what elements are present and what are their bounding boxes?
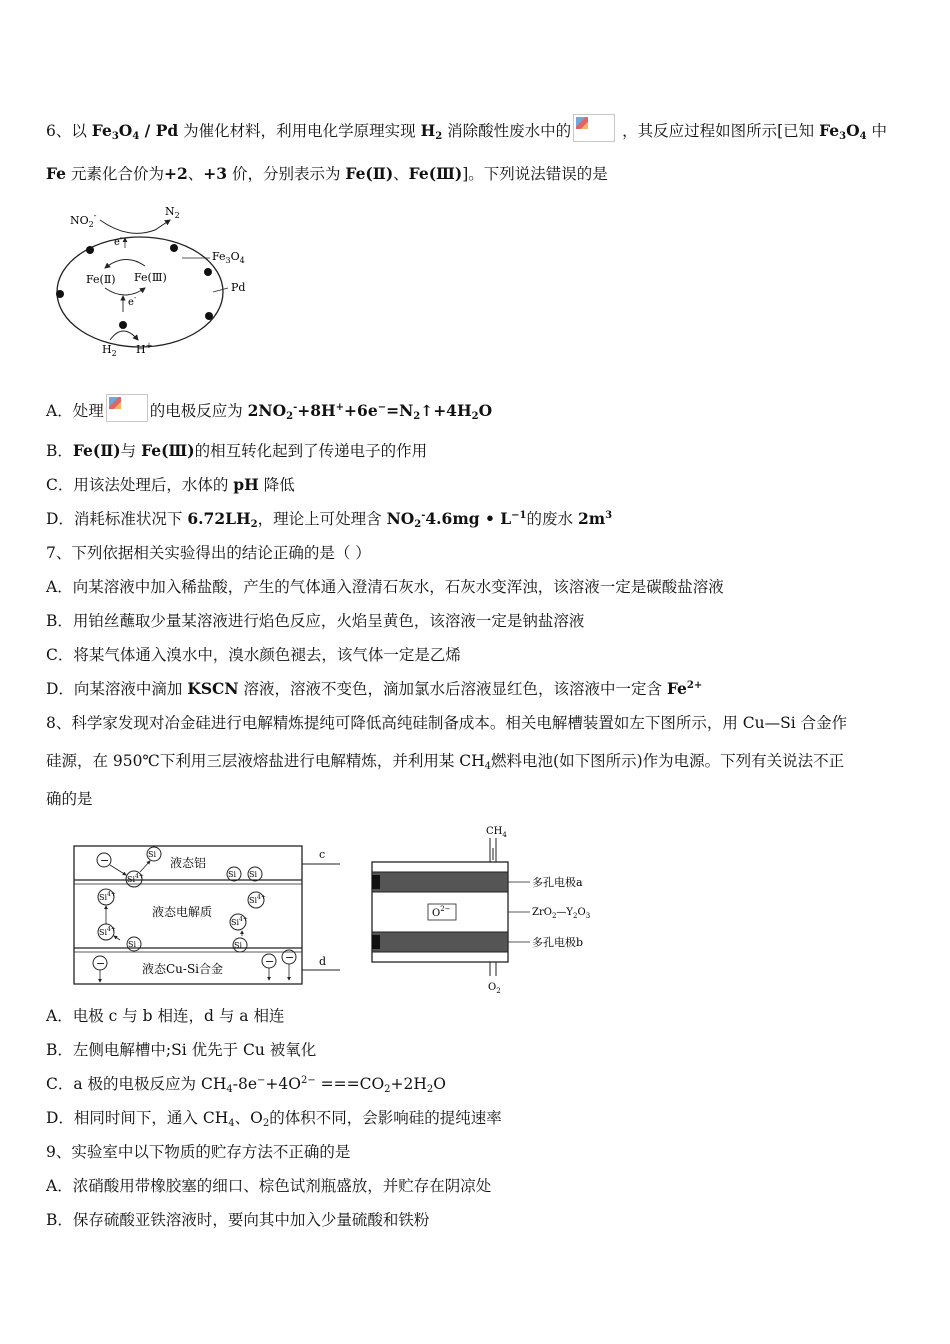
- q6-d-conc: $NO_2^-4.6mg$ • $L^{-1}$: [386, 509, 527, 530]
- q7-option-b: B．用铂丝蘸取少量某溶液进行焰色反应，火焰呈黄色，该溶液一定是钠盐溶液: [46, 612, 585, 630]
- pd-label: Pd: [231, 281, 246, 294]
- svg-text:Si4+: $Si^{4+}$: [249, 894, 266, 905]
- e-bottom-label: e-: [128, 294, 137, 308]
- svg-text:Si4+: $Si^{4+}$: [231, 916, 248, 927]
- broken-image-icon: [573, 114, 615, 142]
- si-particle: [227, 867, 241, 881]
- h2-formula: $H_2$: [420, 121, 443, 142]
- pd-dot: [86, 246, 94, 254]
- fe2-label: Fe(Ⅱ): [86, 273, 116, 286]
- liquid-electrolyte-label: 液态电解质: [152, 905, 213, 919]
- q6-option-b: B．Fe(Ⅱ)与 Fe(Ⅲ)的相互转化起到了传递电子的作用: [46, 441, 428, 460]
- liquid-al-label: 液态铝: [170, 856, 207, 870]
- q6-option-a: A．处理 的电极反应为 $2NO_2^-+8H^++6e^-=N_2↑+4H_2O$: [46, 394, 492, 422]
- q6-option-c: C．用该法处理后，水体的 pH 降低: [46, 475, 295, 494]
- h2-label: $H_2$: [102, 343, 117, 358]
- o2-ion-label: $O^{2-}$: [432, 905, 451, 919]
- fe3o4-formula-2: $Fe_3O_4$: [819, 121, 867, 142]
- q8-stem-line-3: 确的是: [46, 790, 93, 808]
- pd-dot: [170, 244, 178, 252]
- ch4-label: $CH_4$: [486, 826, 507, 839]
- no2-to-n2-arrow: [100, 220, 170, 233]
- q8-stem-line-2: 硅源，在 950℃下利用三层液熔盐进行电解精炼，并利用某 $CH_4$燃料电池(如下图所示)作为电源。下列有关说法不正: [46, 752, 845, 772]
- q6-stem-line-1: 6、以 $Fe_3O_4$ / Pd 为催化材料，利用电化学原理实现 $H_2$ 消除酸性废水中的 ，其反应过程如图所示[已知 $Fe_3O_4$ 中: [46, 114, 887, 142]
- svg-text:Si: Si: [234, 941, 243, 950]
- si-particle: [147, 847, 161, 861]
- q9-stem: 9、实验室中以下物质的贮存方法不正确的是: [46, 1143, 351, 1161]
- fe3-label: Fe(Ⅲ): [134, 271, 167, 284]
- svg-text:Si4+: $Si^{4+}$: [127, 873, 144, 884]
- si4-particle: [98, 889, 116, 905]
- q7-option-d: D．向某溶液中滴加 KSCN 溶液，溶液不变色，滴加氯水后溶液显红色，该溶液中一定含 $Fe^{2+}$: [46, 679, 703, 698]
- svg-text:Si: Si: [249, 870, 258, 879]
- svg-text:−: −: [100, 854, 110, 867]
- q7-stem: 7、下列依据相关实验得出的结论正确的是（ ）: [46, 544, 371, 562]
- svg-text:−: −: [265, 955, 275, 968]
- catalyst-ellipse: [57, 237, 223, 347]
- o2-label: $O_2$: [488, 982, 501, 994]
- q8-option-a: A．电极 c 与 b 相连，d 与 a 相连: [46, 1007, 285, 1025]
- si4-particle: [230, 914, 248, 930]
- pd-dot: [119, 321, 127, 329]
- porous-electrode-a: [372, 872, 508, 892]
- porous-electrode-a-label: 多孔电极a: [532, 876, 583, 889]
- e-top-label: e-: [114, 234, 123, 248]
- porous-electrode-b: [372, 932, 508, 952]
- q8-option-c: C．a 极的电极反应为 $CH_4-8e^-+4O^{2-} ===CO_2+2H_2O$: [46, 1075, 447, 1095]
- electrode-d-label: d: [319, 955, 327, 968]
- n2-label: $N_2$: [165, 205, 180, 220]
- si4-particle: [126, 871, 144, 887]
- h2-to-h-arrow: [110, 331, 138, 340]
- q8-option-d: D．相同时间下，通入 $CH_4$、$O_2$的体积不同，会影响硅的提纯速率: [46, 1109, 502, 1129]
- pd-dot: [205, 312, 213, 320]
- q8-fuel-cell-diagram: [368, 822, 608, 994]
- q8-option-b: B．左侧电解槽中;Si 优先于 Cu 被氧化: [46, 1041, 317, 1059]
- q9-option-b: B．保存硫酸亚铁溶液时，要向其中加入少量硫酸和铁粉: [46, 1211, 430, 1229]
- liquid-cusi-alloy-label: 液态Cu-Si合金: [142, 962, 224, 976]
- q9-option-a: A．浓硝酸用带橡胶塞的细口、棕色试剂瓶盛放，并贮存在阴凉处: [46, 1177, 492, 1195]
- si4-particle: [98, 924, 116, 940]
- si4-to-si-arrow: [140, 861, 150, 872]
- q6-d-volume: $2m^3$: [577, 509, 613, 528]
- si4-particle: [248, 892, 266, 908]
- no2-label: $NO_2^-$: [70, 211, 97, 229]
- fe-cycle-arrow-top: [105, 259, 145, 268]
- fe3o4-formula: $Fe_3O_4$ / Pd: [91, 121, 179, 142]
- hplus-label: H+: [136, 341, 153, 356]
- q7-option-a: A．向某溶液中加入稀盐酸，产生的气体通入澄清石灰水，石灰水变浑浊，该溶液一定是碳酸盐溶液: [46, 578, 724, 596]
- broken-image-icon: [106, 394, 148, 422]
- pd-pointer: [213, 288, 228, 292]
- electrode-a-tab: [372, 875, 380, 889]
- pd-dot: [204, 268, 212, 276]
- si-particle: [233, 938, 247, 952]
- porous-electrode-b-label: 多孔电极b: [532, 936, 584, 949]
- si-particle: [248, 867, 262, 881]
- q6-catalyst-diagram: [50, 200, 270, 365]
- si-particle: [127, 937, 141, 951]
- pd-dot: [56, 290, 64, 298]
- svg-text:Si: Si: [228, 870, 237, 879]
- electrode-c-label: c: [319, 848, 326, 861]
- q6-a-equation: $2NO_2^-+8H^++6e^-=N_2↑+4H_2O$: [247, 401, 493, 422]
- electron-particle: [282, 950, 296, 964]
- fe3o4-label: $Fe_3O_4$: [212, 250, 245, 265]
- svg-text:Si4+: $Si^{4+}$: [99, 926, 116, 937]
- fe-cycle-arrow-bottom: [105, 288, 145, 295]
- q6-d-h2: $6.72LH_2$: [187, 509, 258, 530]
- q8-stem-line-1: 8、科学家发现对冶金硅进行电解精炼提纯可降低高纯硅制备成本。相关电解槽装置如左下图所示，用 Cu—Si 合金作: [46, 714, 848, 732]
- fe2plus: $Fe^{2+}$: [666, 679, 703, 698]
- electron-to-si4-arrow: [110, 865, 126, 875]
- electron-particle: [262, 954, 276, 968]
- q7-option-c: C．将某气体通入溴水中，溴水颜色褪去，该气体一定是乙烯: [46, 646, 461, 664]
- svg-text:−: −: [285, 951, 295, 964]
- q6-stem-line-2: Fe 元素化合价为+2、+3 价，分别表示为 Fe(Ⅱ)、Fe(Ⅲ)]。下列说法错误的是: [46, 164, 608, 183]
- electron-particle: [93, 956, 107, 970]
- electron-particle: [97, 853, 111, 867]
- q8-electrolysis-cell-diagram: [72, 842, 344, 990]
- svg-text:−: −: [96, 957, 106, 970]
- svg-text:Si4+: $Si^{4+}$: [99, 891, 116, 902]
- zro2-y2o3-label: $ZrO_2—Y_2O_3$: [532, 907, 591, 920]
- si-up-arrow: [114, 936, 120, 940]
- svg-text:Si: Si: [128, 940, 137, 949]
- svg-text:Si: Si: [148, 850, 157, 859]
- electrode-b-tab: [372, 935, 380, 949]
- q6-option-d: D．消耗标准状况下 $6.72LH_2$，理论上可处理含 $NO_2^-4.6mg$ • $L^{-1}$的废水 $2m^3$: [46, 509, 613, 530]
